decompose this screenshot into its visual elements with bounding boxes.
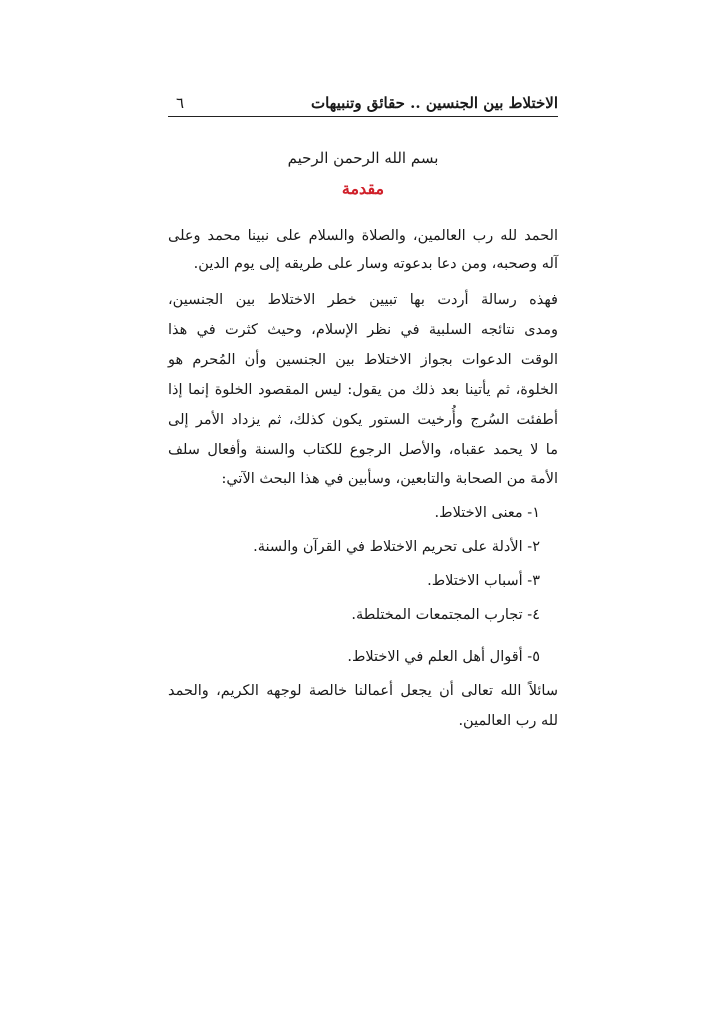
header-rule <box>168 116 558 117</box>
header-title: الاختلاط بين الجنسين .. حقائق وتنبيهات <box>310 94 558 112</box>
section-title: مقدمة <box>341 179 385 198</box>
body-line-3: الوقت الدعوات بجواز الاختلاط بين الجنسين وأن المُحرم هو <box>168 352 558 368</box>
closing-line-2: لله رب العالمين. <box>458 713 558 729</box>
intro-line-1: الحمد لله رب العالمين، والصلاة والسلام على نبينا محمد وعلى <box>168 228 558 244</box>
body-line-4: الخلوة، ثم يأتينا بعد ذلك من يقول: ليس المقصود الخلوة إنما إذا <box>168 382 558 398</box>
body-line-1: فهذه رسالة أردت بها تبيين خطر الاختلاط بين الجنسين، <box>168 292 558 308</box>
list-item: ١- معنى الاختلاط. <box>434 505 540 521</box>
intro-line-2: آله وصحبه، ومن دعا بدعوته وسار على طريقه إلى يوم الدين. <box>193 256 558 272</box>
body-line-7: الأمة من الصحابة والتابعين، وسأبين في هذا البحث الآتي: <box>221 471 558 487</box>
basmala: بسم الله الرحمن الرحيم <box>287 149 439 167</box>
list-item: ٣- أسباب الاختلاط. <box>427 573 540 589</box>
body-line-2: ومدى نتائجه السلبية في نظر الإسلام، وحيث كثرت في هذا <box>168 322 558 338</box>
body-line-5: أطفئت السُرج وأُرخيت الستور يكون كذلك، ثم يزداد الأمر إلى <box>168 412 558 428</box>
page-number: ٦ <box>176 94 185 112</box>
list-item: ٤- تجارب المجتمعات المختلطة. <box>351 607 540 623</box>
body-line-6: ما لا يحمد عقباه، والأصل الرجوع للكتاب والسنة وأفعال سلف <box>168 442 558 458</box>
running-header <box>168 88 558 114</box>
closing-line-1: سائلاً الله تعالى أن يجعل أعمالنا خالصة لوجهه الكريم، والحمد <box>168 683 558 699</box>
list-item: ٥- أقوال أهل العلم في الاختلاط. <box>347 649 540 665</box>
list-item: ٢- الأدلة على تحريم الاختلاط في القرآن والسنة. <box>253 539 540 555</box>
